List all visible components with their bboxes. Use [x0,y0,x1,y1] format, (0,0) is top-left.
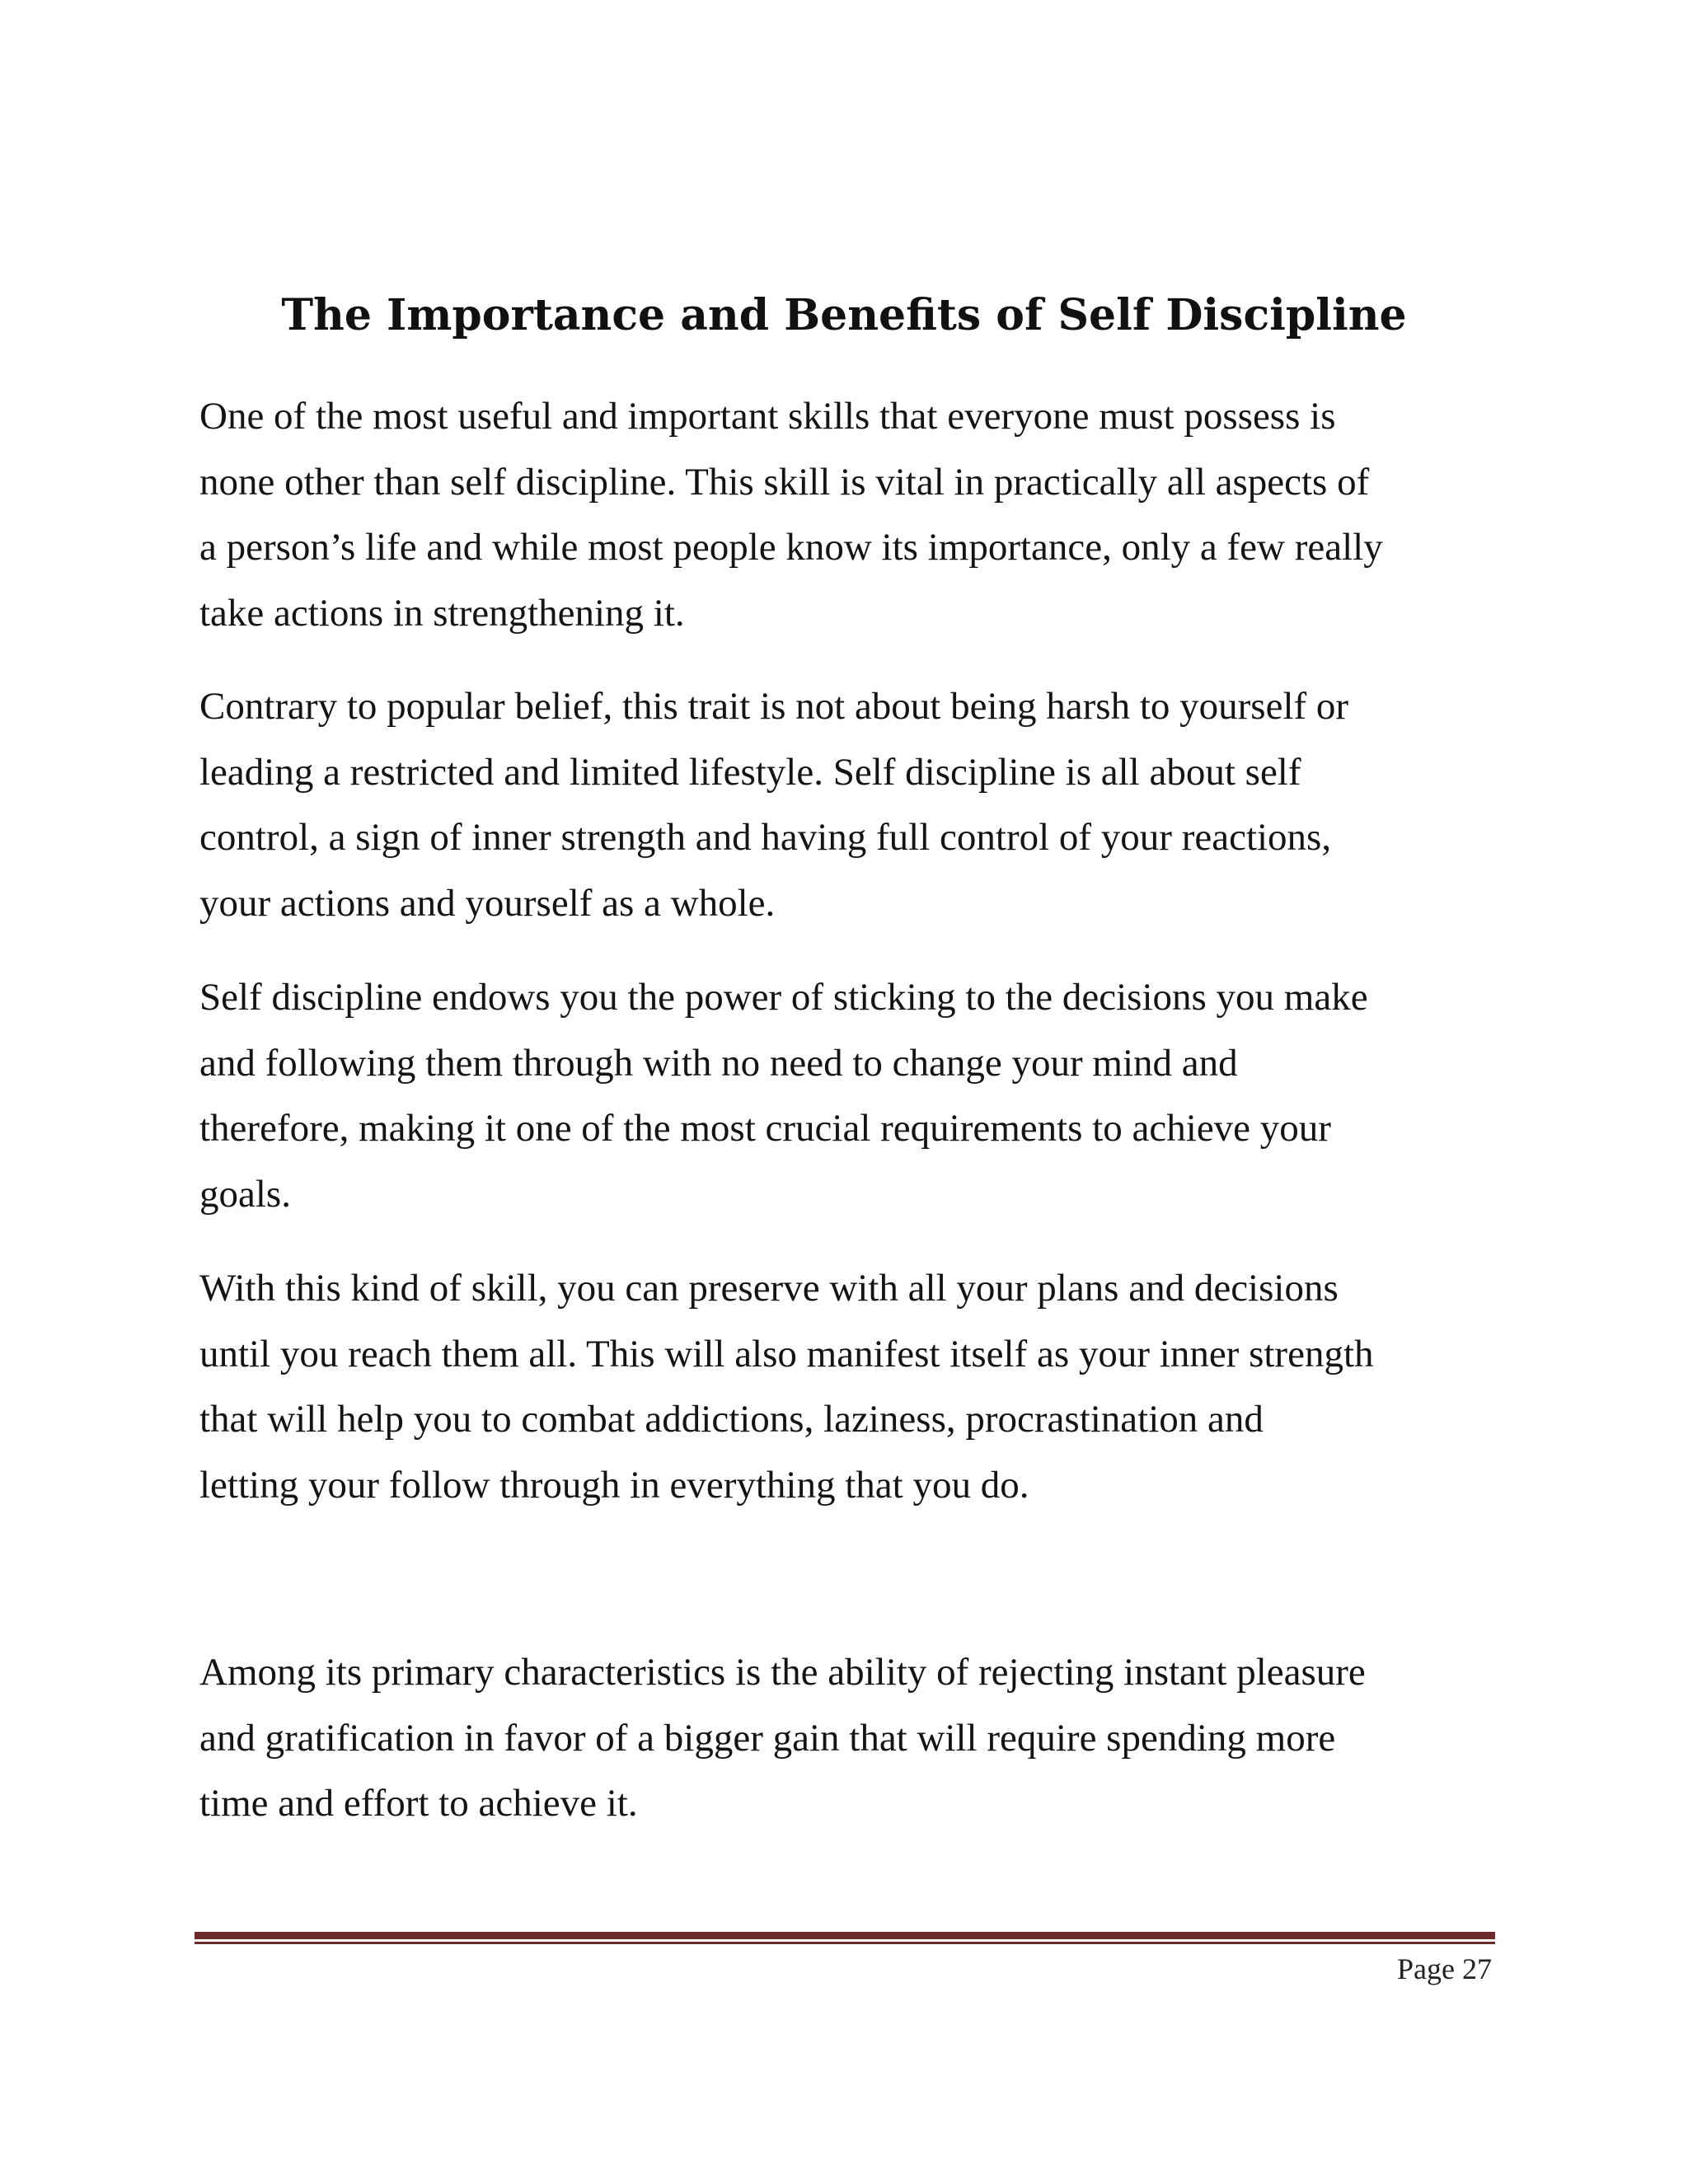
paragraph-line: none other than self discipline. This skill is vital in practically all aspects of [199,460,1370,504]
paragraph-line: Among its primary characteristics is the ability of rejecting instant pleasure [199,1651,1366,1694]
paragraph-line: take actions in strengthening it. [199,591,685,635]
footer-rule-thin [195,1942,1495,1944]
paragraph-2 [199,674,1518,936]
paragraph-line: therefore, making it one of the most crucial requirements to achieve your [199,1107,1331,1150]
paragraph-line: a person’s life and while most people know its importance, only a few really [199,526,1383,569]
paragraph-line: leading a restricted and limited lifestyle. Self discipline is all about self [199,750,1301,794]
paragraph-5 [199,1640,1518,1837]
paragraph-1 [199,384,1518,646]
paragraph-line: letting your follow through in everything that you do. [199,1463,1029,1507]
paragraph-line: and gratification in favor of a bigger gain that will require spending more [199,1716,1336,1760]
paragraph-line: Self discipline endows you the power of sticking to the decisions you make [199,976,1368,1019]
paragraph-line: Contrary to popular belief, this trait is not about being harsh to yourself or [199,685,1349,728]
paragraph-line: your actions and yourself as a whole. [199,881,776,925]
page-number: Page 27 [1397,1952,1492,1985]
paragraph-line: until you reach them all. This will also manifest itself as your inner strength [199,1332,1374,1376]
paragraph-line: With this kind of skill, you can preserve with all your plans and decisions [199,1267,1339,1310]
paragraph-line: time and effort to achieve it. [199,1782,638,1825]
paragraph-4 [199,1256,1518,1518]
paragraph-line: One of the most useful and important skills that everyone must possess is [199,395,1336,438]
paragraph-line: control, a sign of inner strength and having full control of your reactions, [199,816,1332,859]
paragraph-line: and following them through with no need to change your mind and [199,1041,1238,1085]
footer-rule-thick [195,1932,1495,1939]
page-title: The Importance and Benefits of Self Discipline [281,290,1407,340]
paragraph-line: goals. [199,1172,291,1216]
paragraph-line: that will help you to combat addictions, laziness, procrastination and [199,1398,1264,1441]
paragraph-3 [199,965,1518,1227]
